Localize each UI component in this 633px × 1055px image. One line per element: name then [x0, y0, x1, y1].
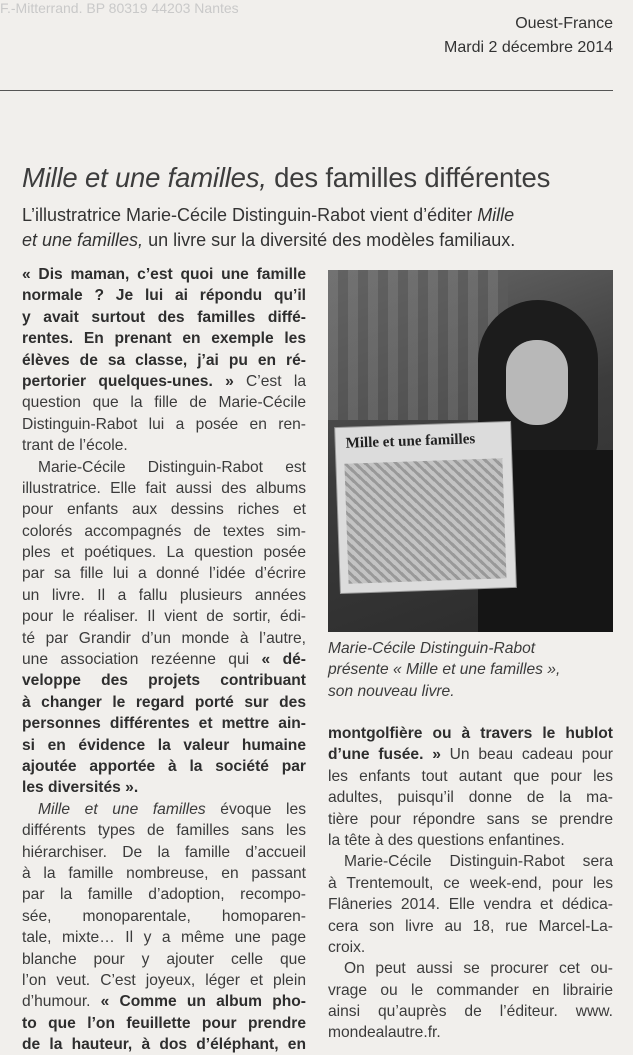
body-text: Un beau cadeau pour: [440, 746, 613, 764]
text-line: [22, 264, 306, 285]
bold-quote-text: de la hauteur, à dos d’éléphant, en: [22, 1036, 306, 1054]
text-line: [22, 585, 306, 606]
text-line: [22, 350, 306, 371]
book-title: Mille et une familles: [345, 431, 476, 452]
bold-quote-text: les diversités ».: [22, 779, 139, 797]
bold-quote-text: y avait surtout des familles diffé-: [22, 308, 306, 326]
body-text: colorés accompagnés de textes sim-: [22, 522, 306, 540]
text-line: [22, 478, 306, 499]
body-text: Distinguin-Rabot lui a posée en ren-: [22, 415, 306, 433]
bold-quote-text: veloppe des projets contribuant: [22, 672, 306, 690]
body-text: l’on veut. C’est joyeux, léger et plein: [22, 971, 306, 989]
bold-quote-text: pertorier quelques-unes. »: [22, 372, 234, 390]
text-line: [22, 949, 306, 970]
text-line: [22, 521, 306, 542]
text-line: [22, 991, 306, 1012]
body-text: On peut aussi se procurer cet ou-: [344, 960, 613, 978]
text-line: [328, 766, 613, 787]
body-text: tale, mixte… Il y a même une page: [22, 929, 306, 947]
bold-quote-text: « Dis maman, c’est quoi une famille: [22, 266, 306, 283]
body-text: adultes, puisqu’il donne de la ma-: [328, 789, 613, 807]
body-text: différents types de familles sans les: [22, 822, 306, 840]
body-text: tière pour répondre sans se prendre: [328, 810, 613, 828]
text-line: [22, 371, 306, 392]
caption-line: son nouveau livre.: [328, 682, 455, 700]
body-text: une association rezéenne qui: [22, 651, 262, 669]
body-text: C’est la: [233, 372, 306, 390]
body-text: ples et poétiques. La question posée: [22, 544, 306, 562]
headline-italic: Mille et une familles,: [22, 162, 267, 193]
photo-caption: [328, 638, 613, 702]
text-line: [328, 851, 613, 872]
text-line: [22, 499, 306, 520]
body-text: un livre sur la diversité des modèles familiaux.: [143, 230, 516, 250]
text-line: [22, 606, 306, 627]
headline: [22, 162, 550, 194]
text-line: [328, 873, 613, 894]
text-line: [22, 692, 306, 713]
text-line: [22, 1013, 306, 1034]
photo-person-face: [506, 340, 568, 425]
text-line: [22, 799, 306, 820]
text-line: [328, 1001, 613, 1022]
body-text: L’illustratrice Marie-Cécile Distinguin-Rabot vient d’éditer: [22, 205, 478, 225]
body-text: Marie-Cécile Distinguin-Rabot est: [38, 458, 306, 476]
bold-quote-text: à changer le regard porté sur des: [22, 693, 306, 711]
text-line: [22, 820, 306, 841]
bold-quote-text: to que l’on feuillette pour prendre: [22, 1014, 306, 1032]
body-text: trant de l’école.: [22, 437, 128, 455]
headline-rest: des familles différentes: [266, 162, 551, 193]
body-text: les enfants tout autant que pour les: [328, 767, 613, 785]
body-text: d’humour.: [22, 993, 101, 1011]
text-line: [22, 435, 306, 456]
body-text: vrage ou le commander en librairie: [328, 981, 613, 999]
text-line: [22, 863, 306, 884]
text-line: [22, 307, 306, 328]
body-text: hiérarchiser. De la famille d’accueil: [22, 843, 306, 861]
body-text: croix.: [328, 938, 366, 956]
text-line: [22, 713, 306, 734]
bold-quote-text: personnes différentes et mettre ain-: [22, 715, 306, 733]
text-line: [22, 563, 306, 584]
text-line: [328, 787, 613, 808]
italic-title-text: et une familles,: [22, 230, 144, 250]
text-line: [22, 1034, 306, 1055]
body-text: évoque les: [205, 800, 306, 818]
text-line: [22, 457, 306, 478]
body-text: cera son livre au 18, rue Marcel-La-: [328, 917, 613, 935]
publication-date: Mardi 2 décembre 2014: [444, 39, 613, 56]
body-text: à la famille nombreuse, en passant: [22, 864, 306, 882]
text-line: [22, 756, 306, 777]
text-line: [22, 228, 622, 253]
text-line: [22, 842, 306, 863]
text-line: [328, 723, 613, 744]
bold-quote-text: « Comme un album pho-: [100, 993, 306, 1011]
text-line: [22, 906, 306, 927]
book-illustration: [344, 458, 506, 583]
article-photo: [328, 270, 613, 632]
text-line: [22, 927, 306, 948]
text-line: [328, 937, 613, 958]
bold-quote-text: rentes. En prenant en exemple les: [22, 330, 306, 348]
body-text: blanche pour y ajouter celle que: [22, 950, 306, 968]
body-text: un livre. Il a fallu plusieurs années: [22, 586, 306, 604]
text-line: [328, 894, 613, 915]
body-text: à Trentemoult, ce week-end, pour les: [328, 874, 613, 892]
article-column-left: [22, 264, 306, 1055]
body-text: ainsi qu’auprès de l’éditeur. www.: [328, 1003, 613, 1021]
text-line: [22, 777, 306, 798]
body-text: Marie-Cécile Distinguin-Rabot sera: [344, 853, 613, 871]
text-line: [328, 1022, 613, 1043]
body-text: la tête à des questions enfantines.: [328, 831, 565, 849]
text-line: [22, 884, 306, 905]
text-line: [22, 203, 622, 228]
body-text: té par Grandir d’un monde à l’autre,: [22, 629, 306, 647]
body-text: sée, monoparentale, homoparen-: [22, 907, 306, 925]
article-column-right: [328, 723, 613, 1044]
text-line: [22, 649, 306, 670]
body-text: Flâneries 2014. Elle vendra et dédica-: [328, 896, 613, 914]
text-line: [22, 628, 306, 649]
body-text: question que la fille de Marie-Cécile: [22, 394, 306, 412]
caption-line: présente « Mille et une familles »,: [328, 661, 561, 679]
publication-info: [444, 12, 613, 60]
bold-quote-text: montgolfière ou à travers le hublot: [328, 725, 613, 742]
text-line: [328, 809, 613, 830]
body-text: pour enfants aux dessins riches et: [22, 501, 306, 519]
text-line: [328, 980, 613, 1001]
bold-quote-text: d’une fusée. »: [328, 746, 441, 764]
text-line: [328, 958, 613, 979]
body-text: pour le réaliser. Il vient de sortir, édi-: [22, 608, 306, 626]
text-line: [22, 970, 306, 991]
italic-title-text: Mille: [477, 205, 515, 225]
publication-name: Ouest-France: [515, 15, 613, 32]
text-line: [22, 414, 306, 435]
text-line: [22, 670, 306, 691]
text-line: [328, 916, 613, 937]
italic-title-text: Mille et une familles: [38, 800, 206, 818]
text-line: [22, 392, 306, 413]
text-line: [328, 744, 613, 765]
body-text: par sa fille lui a donné l’idée d’écrire: [22, 565, 306, 583]
deck: [22, 203, 622, 253]
body-text: illustratrice. Elle fait aussi des albums: [22, 479, 306, 497]
text-line: [22, 542, 306, 563]
bold-quote-text: ajoutée apportée à la société par: [22, 757, 306, 775]
faded-address: F.-Mitterrand. BP 80319 44203 Nantes: [0, 0, 239, 16]
text-line: [22, 735, 306, 756]
bold-quote-text: normale ? Je lui ai répondu qu’il: [22, 287, 306, 305]
photo-book-cover: [335, 422, 516, 593]
caption-line: Marie-Cécile Distinguin-Rabot: [328, 640, 536, 657]
text-line: [22, 328, 306, 349]
text-line: [328, 830, 613, 851]
header-divider: [0, 90, 613, 91]
text-line: [22, 285, 306, 306]
body-text: par la famille d’adoption, recompo-: [22, 886, 306, 904]
bold-quote-text: si en évidence la valeur humaine: [22, 736, 306, 754]
bold-quote-text: « dé-: [261, 651, 306, 669]
bold-quote-text: élèves de sa classe, j’ai pu en ré-: [22, 351, 306, 369]
body-text: mondealautre.fr.: [328, 1024, 441, 1042]
